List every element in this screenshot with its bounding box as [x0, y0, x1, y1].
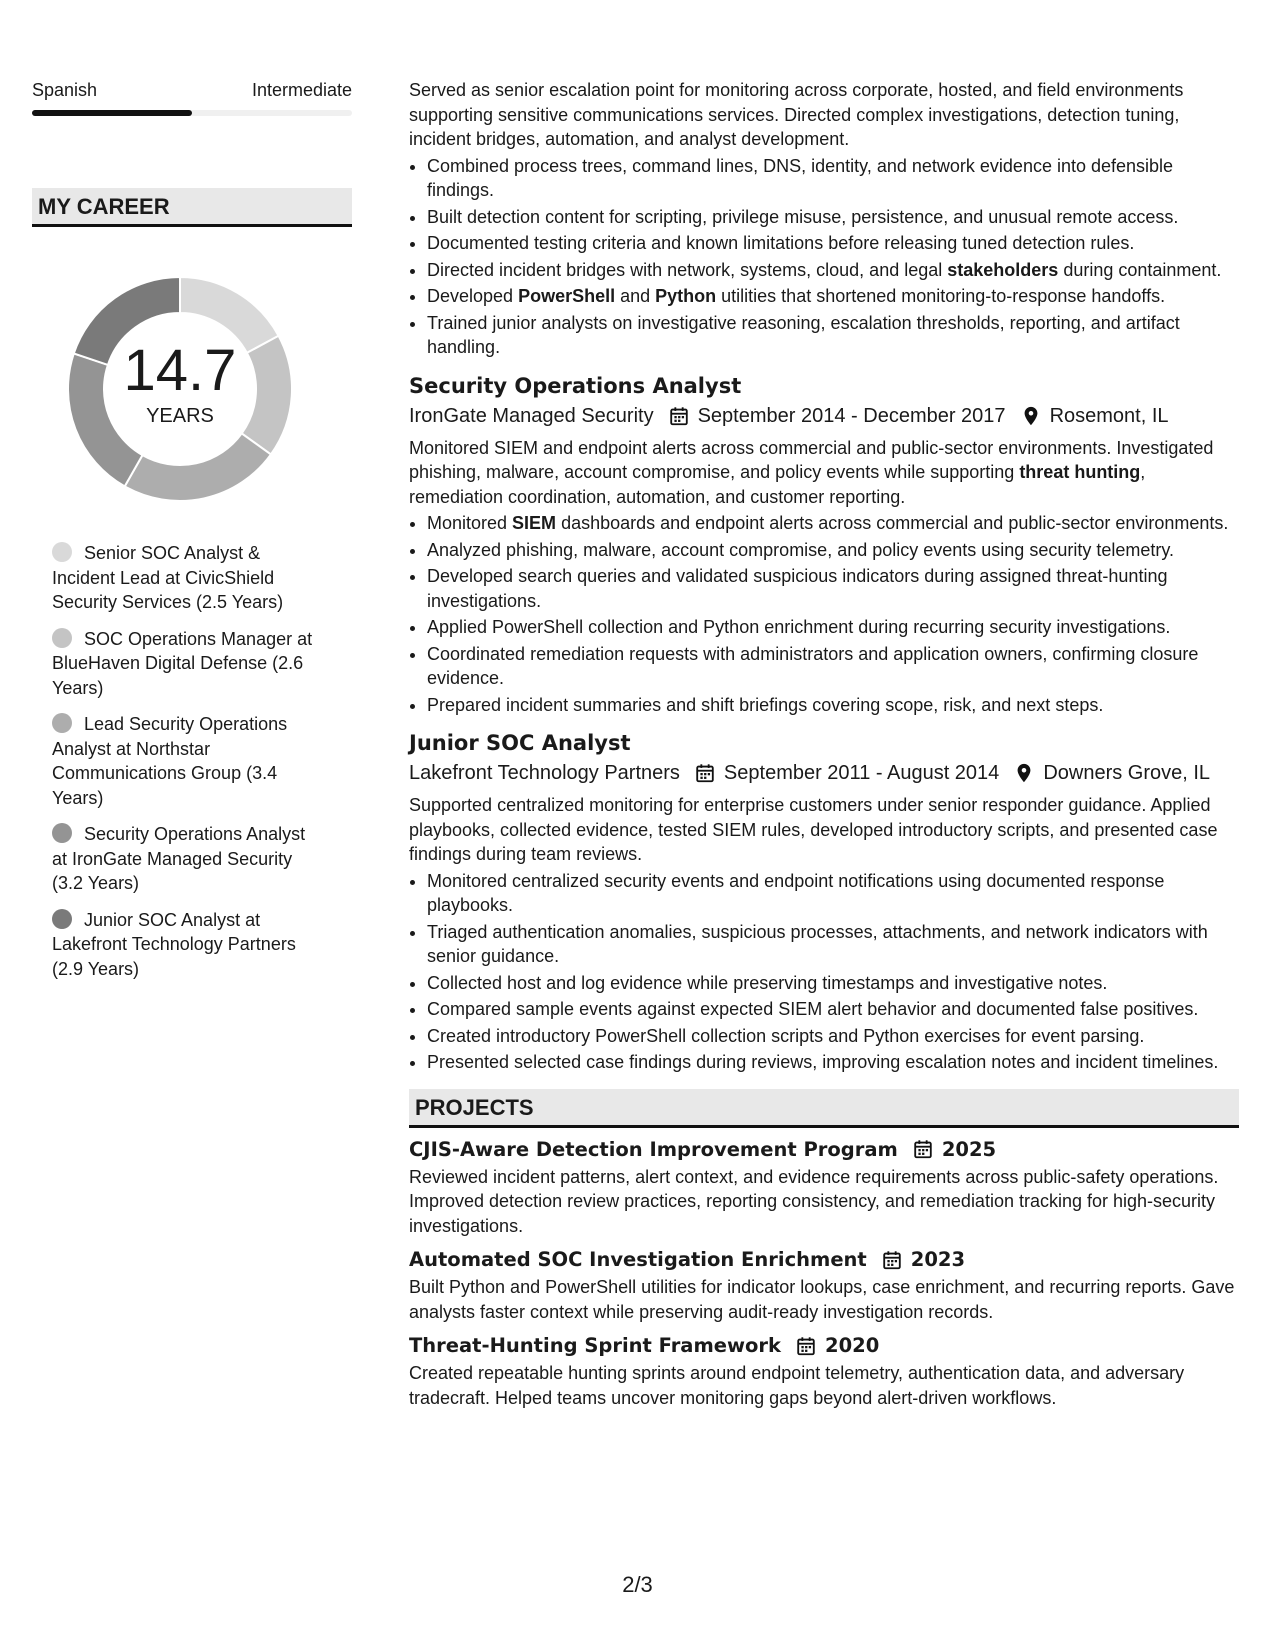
- language-item: [32, 78, 352, 116]
- legend-item: [52, 822, 322, 896]
- job-bullet: • Coordinated remediation requests with administrators and application owners, confirming closure evidence.: [427, 642, 1239, 691]
- emphasis-text: threat hunting: [1019, 462, 1141, 482]
- job-bullet: • Collected host and log evidence while preserving timestamps and investigative notes.: [427, 971, 1239, 996]
- job-bullets: [409, 511, 1239, 717]
- calendar-icon: [912, 1138, 934, 1160]
- career-donut-chart: [60, 269, 300, 509]
- job-summary: Served as senior escalation point for monitoring across corporate, hosted, and field environments supporting sensitive communications services. Directed complex investigations, detection tuning, incident bridges, automation, and analyst development.: [409, 80, 1184, 149]
- legend-swatch: [52, 713, 72, 733]
- sidebar: [32, 78, 352, 993]
- project-title-row: [409, 1334, 1239, 1357]
- job-entry: [409, 731, 1239, 1075]
- legend-item: [52, 541, 322, 615]
- job-bullet: • Combined process trees, command lines, DNS, identity, and network evidence into defensible findings.: [427, 154, 1239, 203]
- job-bullets: [409, 869, 1239, 1075]
- calendar-icon: [881, 1249, 903, 1271]
- job-bullet: • Built detection content for scripting, privilege misuse, persistence, and unusual remote access.: [427, 205, 1239, 230]
- career-section-heading: MY CAREER: [32, 188, 352, 227]
- language-proficiency-fill: [32, 110, 192, 116]
- project-title: Threat-Hunting Sprint Framework: [409, 1334, 782, 1357]
- job-bullet: • Trained junior analysts on investigative reasoning, escalation thresholds, reporting, and artifact handling.: [427, 311, 1239, 360]
- project-title-row: [409, 1138, 1239, 1161]
- emphasis-text: PowerShell: [518, 286, 616, 306]
- job-summary: Supported centralized monitoring for enterprise customers under senior responder guidance. Applied playbooks, collected evidence, tested SIEM rules, developed introductory scripts, and presented case findings during team reviews.: [409, 795, 1218, 864]
- job-title: Junior SOC Analyst: [409, 731, 631, 755]
- project-year: 2025: [941, 1137, 997, 1161]
- total-years-unit: YEARS: [146, 405, 214, 427]
- job-entry-continued: [409, 78, 1239, 360]
- legend-swatch: [52, 628, 72, 648]
- legend-label: SOC Operations Manager at BlueHaven Digital Defense (2.6 Years): [52, 628, 313, 698]
- project-year: 2020: [825, 1334, 880, 1357]
- legend-item: [52, 627, 322, 701]
- calendar-icon: [668, 405, 690, 427]
- legend-label: Junior SOC Analyst at Lakefront Technology Partners (2.9 Years): [52, 909, 296, 979]
- legend-label: Lead Security Operations Analyst at Northstar Communications Group (3.4 Years): [52, 714, 288, 808]
- job-company: IronGate Managed Security: [409, 404, 654, 427]
- emphasis-text: Python: [655, 286, 717, 306]
- job-location: Downers Grove, IL: [1043, 762, 1211, 784]
- legend-item: [52, 908, 322, 982]
- job-bullet: • Documented testing criteria and known limitations before releasing tuned detection rules.: [427, 231, 1239, 256]
- job-bullet: • Developed PowerShell and Python utilities that shortened monitoring-to-response handoffs.: [427, 284, 1239, 309]
- page-number: 2/3: [622, 1572, 653, 1597]
- job-meta: [409, 402, 1239, 430]
- total-years-value: 14.7: [123, 338, 237, 403]
- project-title: CJIS-Aware Detection Improvement Program: [409, 1137, 898, 1161]
- language-proficiency-bar: [32, 110, 352, 116]
- job-bullet: • Monitored SIEM dashboards and endpoint alerts across commercial and public-sector environments.: [427, 511, 1239, 536]
- legend-item: [52, 712, 322, 810]
- emphasis-text: stakeholders: [947, 259, 1059, 280]
- main-column: [409, 78, 1239, 1410]
- project-year: 2023: [910, 1248, 966, 1271]
- job-dates: September 2014 - December 2017: [697, 404, 1006, 427]
- legend-swatch: [52, 542, 72, 562]
- project-description: Created repeatable hunting sprints around endpoint telemetry, authentication data, and adversary tradecraft. Helped teams uncover monitoring gaps beyond alert-driven workflows.: [409, 1363, 1185, 1408]
- language-level: Intermediate: [251, 80, 352, 100]
- calendar-icon: [795, 1335, 817, 1357]
- job-bullet: • Created introductory PowerShell collection scripts and Python exercises for event parsing.: [427, 1024, 1239, 1049]
- job-bullet: • Applied PowerShell collection and Python enrichment during recurring security investigations.: [427, 615, 1239, 640]
- job-title: Security Operations Analyst: [409, 373, 742, 398]
- job-bullet: • Triaged authentication anomalies, suspicious processes, attachments, and network indicators with senior guidance.: [427, 920, 1239, 969]
- job-bullet: • Developed search queries and validated suspicious indicators during assigned threat-hunting investigations.: [427, 564, 1239, 613]
- project-entry: [409, 1138, 1239, 1239]
- job-bullet: • Compared sample events against expected SIEM alert behavior and documented false positives.: [427, 997, 1239, 1022]
- project-description: Built Python and PowerShell utilities for indicator lookups, case enrichment, and recurring reports. Gave analysts faster context while preserving audit-ready investigation records.: [409, 1277, 1235, 1322]
- projects-section-heading: PROJECTS: [409, 1089, 1239, 1128]
- job-bullet: • Monitored centralized security events and endpoint notifications using documented response playbooks.: [427, 869, 1239, 918]
- calendar-icon: [694, 762, 716, 784]
- job-bullet: • Prepared incident summaries and shift briefings covering scope, risk, and next steps.: [427, 693, 1239, 718]
- legend-swatch: [52, 823, 72, 843]
- job-summary: Monitored SIEM and endpoint alerts across commercial and public-sector environments. Investigated phishing, malware, account compromise, and policy events while supporting threat hunting, remediation coordination, automation, and customer reporting.: [409, 437, 1214, 507]
- job-bullets: [409, 154, 1239, 360]
- job-bullet: • Analyzed phishing, malware, account compromise, and policy events using security telemetry.: [427, 538, 1239, 563]
- job-location: Rosemont, IL: [1049, 404, 1169, 427]
- map-pin-icon: [1013, 762, 1035, 784]
- legend-label: Security Operations Analyst at IronGate Managed Security (3.2 Years): [52, 824, 306, 893]
- job-dates: September 2011 - August 2014: [723, 762, 1000, 784]
- job-bullet: • Presented selected case findings during reviews, improving escalation notes and incident timelines.: [427, 1050, 1239, 1075]
- job-company: Lakefront Technology Partners: [409, 762, 680, 784]
- project-title: Automated SOC Investigation Enrichment: [409, 1248, 867, 1271]
- career-legend: [52, 541, 322, 981]
- project-entry: [409, 1248, 1239, 1324]
- job-bullet: • Directed incident bridges with network, systems, cloud, and legal stakeholders during containment.: [427, 258, 1239, 283]
- job-entry: [409, 374, 1239, 718]
- project-entry: [409, 1334, 1239, 1410]
- project-description: Reviewed incident patterns, alert context, and evidence requirements across public-safety operations. Improved detection review practices, reporting consistency, and remediation tracking for high-security investigations.: [409, 1166, 1219, 1236]
- legend-swatch: [52, 909, 72, 929]
- emphasis-text: SIEM: [512, 513, 557, 533]
- legend-label: Senior SOC Analyst & Incident Lead at CivicShield Security Services (2.5 Years): [52, 543, 284, 612]
- language-name: Spanish: [32, 80, 98, 100]
- map-pin-icon: [1020, 405, 1042, 427]
- project-title-row: [409, 1248, 1239, 1271]
- job-meta: [409, 759, 1239, 787]
